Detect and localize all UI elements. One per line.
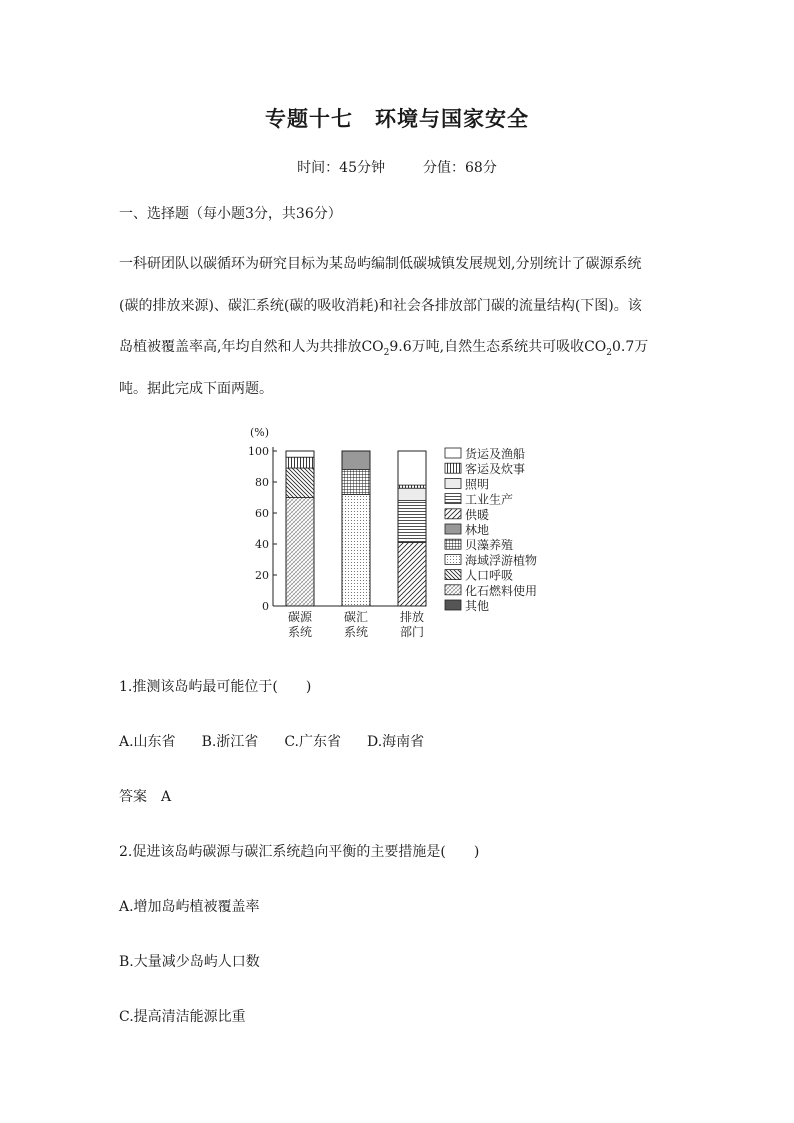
category-label: 碳源: [287, 610, 313, 624]
bar-segment: [398, 501, 426, 543]
score-label: 分值：68分: [423, 160, 497, 176]
category-label: 部门: [399, 625, 425, 639]
y-tick-label: 100: [248, 445, 269, 458]
answer-1: 答案 A: [119, 789, 172, 805]
time-score-line: [0, 157, 794, 177]
q1-option-d: D.海南省: [366, 734, 425, 750]
legend-label: 货运及渔船: [465, 447, 526, 461]
intro-line-3-part-b: 9.6万吨,自然生态系统共可吸收CO: [389, 339, 607, 355]
y-tick-label: 40: [255, 538, 269, 551]
y-tick-label: 60: [255, 507, 269, 520]
legend-swatch: [445, 539, 461, 549]
co2-subscript-1: 2: [383, 347, 390, 358]
intro-line-3-part-a: 岛植被覆盖率高,年均自然和人为共排放CO: [119, 339, 384, 355]
section-heading: 一、选择题（每小题3分，共36分）: [119, 206, 342, 222]
intro-line-1: 一科研团队以碳循环为研究目标为某岛屿编制低碳城镇发展规划,分别统计了碳源系统: [119, 256, 642, 272]
time-label: 时间：45分钟: [297, 160, 385, 176]
legend-swatch: [445, 448, 461, 458]
legend-swatch: [445, 600, 461, 610]
legend-label: 工业生产: [465, 492, 514, 507]
category-label: 碳汇: [343, 610, 369, 624]
category-label: 系统: [343, 625, 369, 639]
legend-swatch: [445, 570, 461, 580]
bar-segment: [286, 457, 314, 468]
q2-option-c: C.提高清洁能源比重: [119, 1009, 246, 1025]
q2-option-a: A.增加岛屿植被覆盖率: [119, 899, 260, 915]
bar-segment: [398, 451, 426, 485]
bar-segment: [342, 451, 370, 470]
co2-subscript-2: 2: [606, 347, 613, 358]
legend-label: 林地: [465, 523, 490, 537]
question-2: 2.促进该岛屿碳源与碳汇系统趋向平衡的主要措施是( ): [119, 844, 480, 860]
intro-line-2: (碳的排放来源)、碳汇系统(碳的吸收消耗)和社会各排放部门碳的流量结构(下图)。该: [119, 298, 642, 314]
legend-label: 其他: [465, 599, 490, 613]
y-unit-label: (%): [250, 426, 270, 439]
category-label: 排放: [399, 610, 425, 624]
intro-line-3-part-c: 0.7万: [612, 339, 649, 355]
document-title: 专题十七 环境与国家安全: [265, 106, 529, 131]
legend-swatch: [445, 494, 461, 504]
y-tick-label: 0: [262, 600, 269, 613]
carbon-flow-chart: [236, 420, 566, 645]
legend-swatch: [445, 554, 461, 564]
category-label: 系统: [287, 625, 313, 639]
q2-option-b: B.大量减少岛屿人口数: [119, 954, 260, 970]
legend-swatch: [445, 478, 461, 488]
bar-segment: [342, 494, 370, 606]
legend-label: 人口呼吸: [465, 568, 514, 583]
intro-line-4: 吨。据此完成下面两题。: [119, 381, 273, 397]
q1-option-b: B.浙江省: [201, 734, 259, 750]
bar-segment: [398, 485, 426, 488]
bar-segment: [342, 470, 370, 495]
question-1: 1.推测该岛屿最可能位于( ): [119, 679, 312, 695]
legend-label: 海域浮游植物: [465, 553, 538, 568]
legend-swatch: [445, 509, 461, 519]
q1-option-a: A.山东省: [119, 734, 176, 750]
bar-segment: [286, 498, 314, 607]
legend-swatch: [445, 463, 461, 473]
bar-segment: [398, 542, 426, 606]
legend-swatch: [445, 524, 461, 534]
y-tick-label: 80: [255, 476, 269, 489]
legend-label: 贝藻养殖: [465, 538, 514, 553]
bar-segment: [398, 488, 426, 500]
legend-label: 供暖: [465, 507, 490, 522]
bar-segment: [286, 451, 314, 457]
question-1-options: [119, 731, 450, 751]
legend-label: 化石燃料使用: [465, 583, 538, 598]
q1-option-c: C.广东省: [284, 734, 341, 750]
bar-segment: [286, 468, 314, 497]
intro-line-3: [119, 336, 648, 358]
y-tick-label: 20: [255, 569, 269, 582]
legend-label: 照明: [465, 477, 490, 492]
legend-label: 客运及炊事: [465, 462, 526, 477]
legend-swatch: [445, 585, 461, 595]
